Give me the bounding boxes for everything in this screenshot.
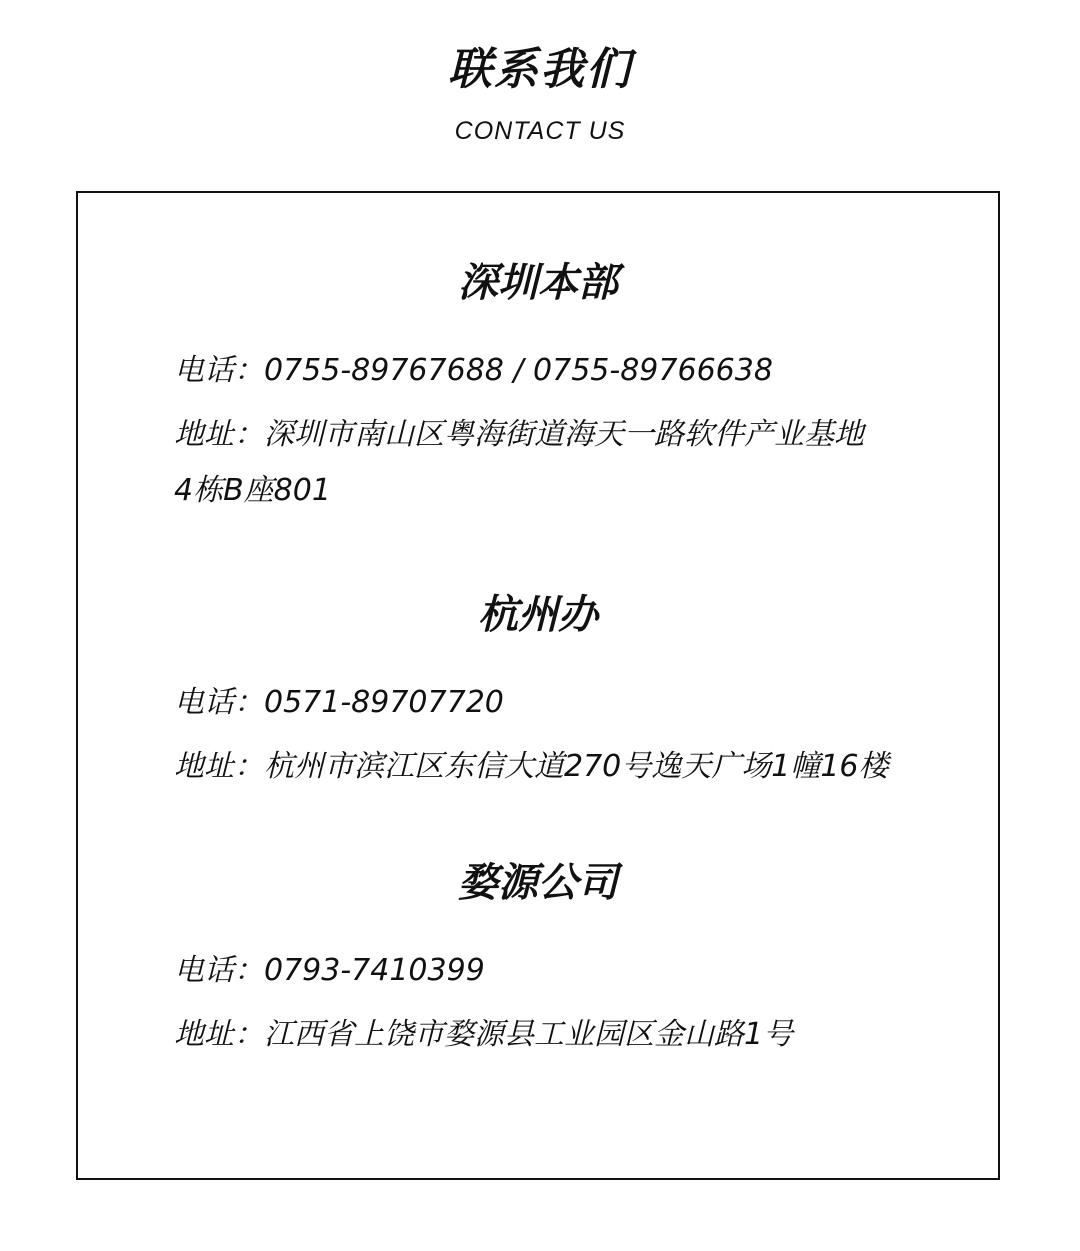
phone-value: 0793-7410399 — [264, 953, 485, 988]
phone-line — [174, 943, 934, 999]
address-value: 杭州市滨江区东信大道270号逸天广场1幢16楼 — [264, 749, 889, 784]
address-label: 地址： — [174, 417, 264, 452]
office-shenzhen — [78, 255, 998, 519]
phone-value: 0571-89707720 — [264, 685, 504, 720]
phone-line — [174, 675, 934, 731]
address-value: 江西省上饶市婺源县工业园区金山路1号 — [264, 1017, 794, 1052]
address-value: 深圳市南山区粤海街道海天一路软件产业基地 — [264, 417, 864, 452]
address-value-continued: 4栋B座801 — [174, 473, 331, 508]
phone-label: 电话： — [174, 953, 264, 988]
page-subtitle: CONTACT US — [454, 117, 626, 145]
office-hangzhou — [78, 587, 998, 795]
address-line — [174, 1007, 934, 1063]
phone-value: 0755-89767688 / 0755-89766638 — [264, 353, 773, 388]
contact-box — [76, 191, 1000, 1180]
address-line — [174, 407, 934, 463]
address-label: 地址： — [174, 749, 264, 784]
office-name: 杭州办 — [478, 592, 598, 638]
address-label: 地址： — [174, 1017, 264, 1052]
address-line — [174, 739, 934, 795]
office-name: 婺源公司 — [458, 860, 618, 906]
address-line-continued — [174, 463, 934, 519]
office-wuyuan — [78, 855, 998, 1063]
office-name: 深圳本部 — [458, 260, 618, 306]
phone-label: 电话： — [174, 685, 264, 720]
page-title: 联系我们 — [448, 44, 632, 95]
phone-label: 电话： — [174, 353, 264, 388]
phone-line — [174, 343, 934, 399]
